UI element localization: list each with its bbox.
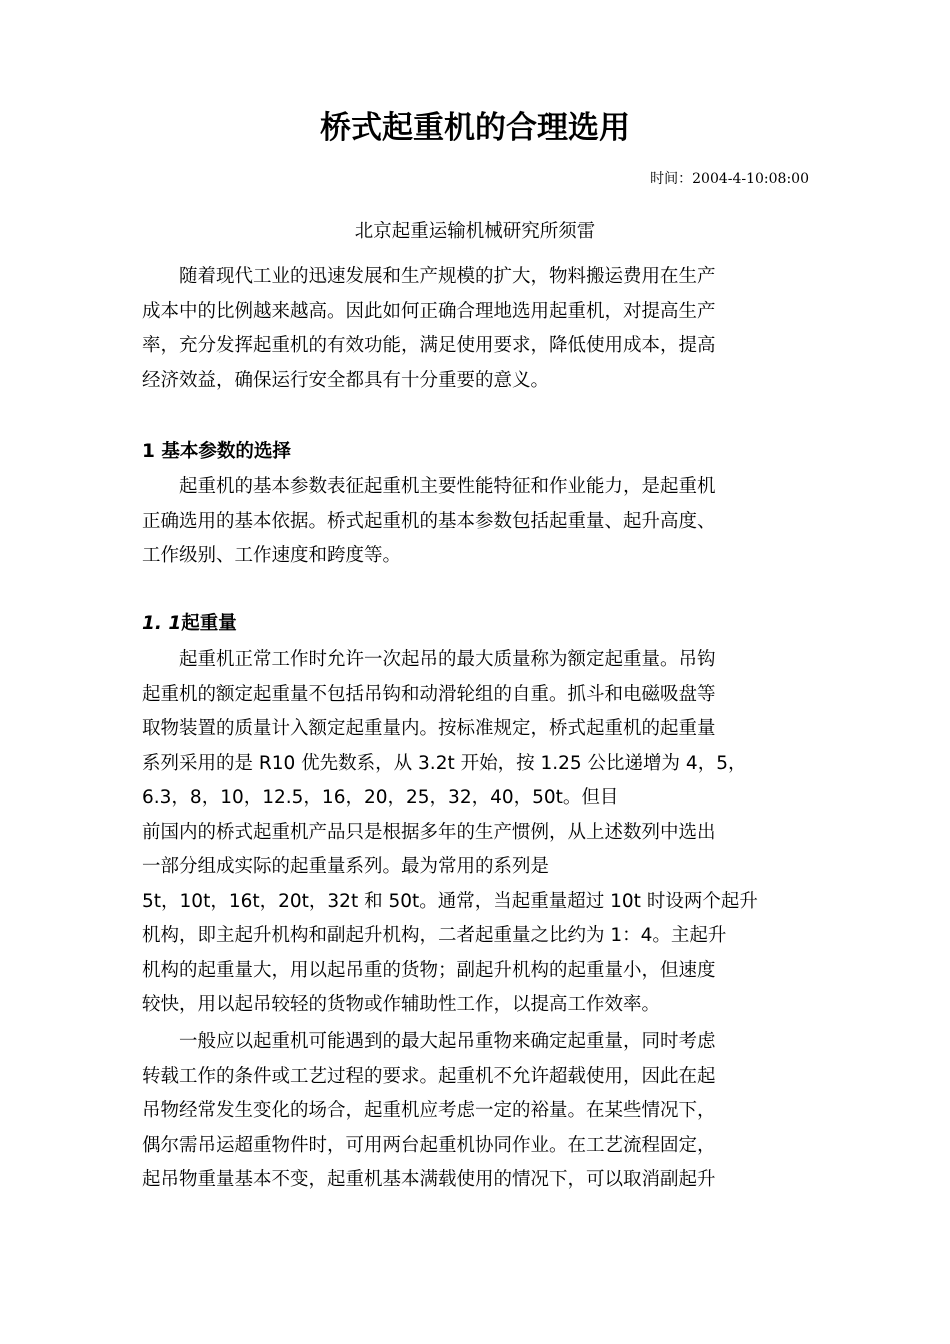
text-line: 取物装置的质量计入额定起重量内。按标准规定，桥式起重机的起重量 bbox=[142, 718, 716, 739]
intro-paragraph bbox=[142, 260, 822, 398]
subsection-heading-lifting-capacity bbox=[142, 609, 237, 639]
text-line: 正确选用的基本依据。桥式起重机的基本参数包括起重量、起升高度、 bbox=[142, 510, 716, 532]
author-line: 北京起重运输机械研究所须雷 bbox=[354, 221, 596, 242]
text-line: 机构，即主起升机构和副起升机构，二者起重量之比约为 1：4。主起升 bbox=[142, 925, 727, 946]
text-line: 成本中的比例越来越高。因此如何正确合理地选用起重机，对提高生产 bbox=[142, 300, 716, 322]
text-line: 5t，10t，16t，20t，32t 和 50t。通常，当起重量超过 10t 时设两个起升 bbox=[142, 890, 758, 912]
text-line: 起重机的基本参数表征起重机主要性能特征和作业能力，是起重机 bbox=[142, 476, 716, 497]
text-line: 前国内的桥式起重机产品只是根据多年的生产惯例，从上述数列中选出 bbox=[142, 821, 716, 843]
publish-time: 时间：2004-4-10:08:00 bbox=[650, 171, 809, 187]
text-line: 偶尔需吊运超重物件时，可用两台起重机协同作业。在工艺流程固定， bbox=[142, 1134, 716, 1156]
text-line: 系列采用的是 R10 优先数系，从 3.2t 开始，按 1.25 公比递增为 4，5， bbox=[142, 752, 747, 774]
subsection-number: 1. 1 bbox=[142, 613, 182, 634]
text-line: 起吊物重量基本不变，起重机基本满载使用的情况下，可以取消副起升 bbox=[142, 1169, 716, 1190]
text-line: 随着现代工业的迅速发展和生产规模的扩大，物料搬运费用在生产 bbox=[142, 266, 716, 287]
text-line: 较快，用以起吊较轻的货物或作辅助性工作，以提高工作效率。 bbox=[142, 994, 661, 1015]
text-line: 6.3，8，10，12.5，16，20，25，32，40，50t。但目 bbox=[142, 787, 619, 808]
text-line: 吊物经常发生变化的场合，起重机应考虑一定的裕量。在某些情况下， bbox=[142, 1100, 716, 1121]
text-line: 工作级别、工作速度和跨度等。 bbox=[142, 545, 402, 566]
subsection-title: 起重量 bbox=[181, 613, 237, 634]
text-line: 率，充分发挥起重机的有效功能，满足使用要求，降低使用成本，提高 bbox=[142, 335, 716, 356]
lifting-capacity-paragraph-1 bbox=[142, 643, 822, 1023]
text-line: 起重机正常工作时允许一次起吊的最大质量称为额定起重量。吊钩 bbox=[142, 649, 716, 670]
text-line: 一部分组成实际的起重量系列。最为常用的系列是 bbox=[142, 856, 550, 877]
text-line: 经济效益，确保运行安全都具有十分重要的意义。 bbox=[142, 369, 550, 391]
text-line: 起重机的额定起重量不包括吊钩和动滑轮组的自重。抓斗和电磁吸盘等 bbox=[142, 683, 716, 705]
lifting-capacity-paragraph-2 bbox=[142, 1025, 822, 1198]
text-line: 机构的起重量大，用以起吊重的货物；副起升机构的起重量小，但速度 bbox=[142, 959, 716, 981]
section-heading-basic-parameters: 1 基本参数的选择 bbox=[142, 441, 291, 462]
text-line: 一般应以起重机可能遇到的最大起吊重物来确定起重量，同时考虑 bbox=[142, 1031, 716, 1052]
section1-paragraph bbox=[142, 470, 822, 574]
text-line: 转载工作的条件或工艺过程的要求。起重机不允许超载使用，因此在起 bbox=[142, 1065, 716, 1087]
document-title: 桥式起重机的合理选用 bbox=[320, 110, 630, 146]
